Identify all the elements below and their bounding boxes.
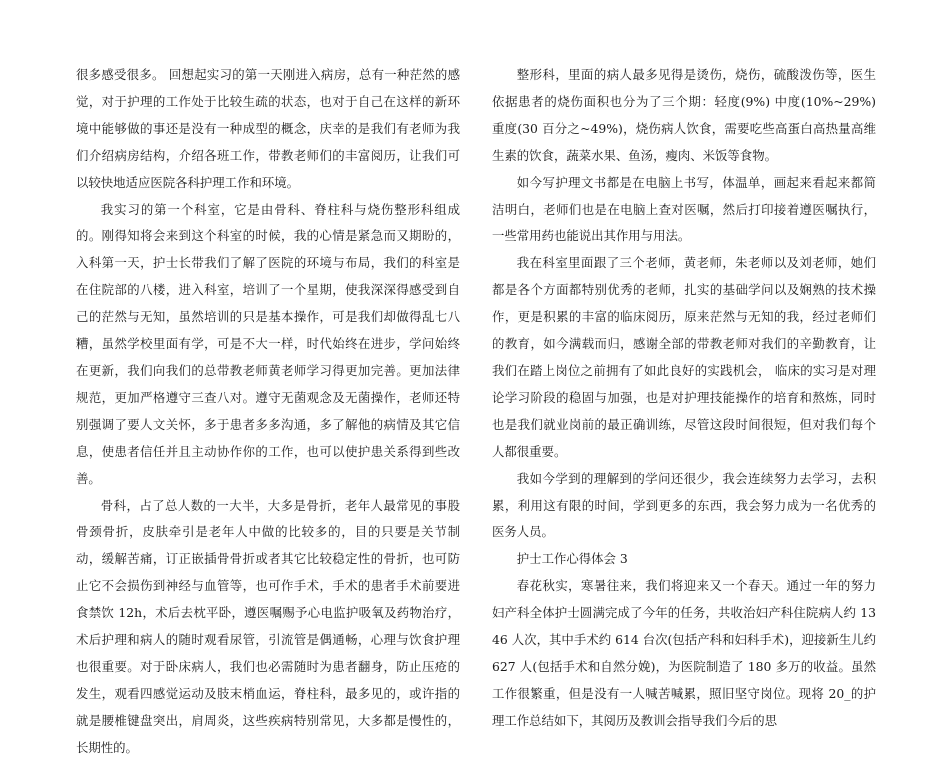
paragraph-2: 我实习的第一个科室，它是由骨科、脊柱科与烧伤整形科组成的。刚得知将会来到这个科室的时候，我的心情是紧急而又期盼的，入科第一天，护士长带我们了解了医院的环境与布局，我们的科室是在住院部的八楼，进入科室，培训了一个星期，使我深深得感受到自己的茫然与无知，虽然培训的只是基本操作，可是我们却做得乱七八糟，虽然学校里面有学，可是不大一样，时代始终在进步，学问始终在更新，我们向我们的总带教老师黄老师学习得更加完善。更加法律规范，更加严格遵守三查八对。遵守无菌观念及无菌操作，老师还特别强调了要人文关怀，多于患者多多沟通，多了解他的病情及其它信息，使患者信任并且主动协作你的工作，也可以使护患关系得到些改善。 bbox=[76, 201, 460, 486]
paragraph-5: 如今写护理文书都是在电脑上书写，体温单，画起来看起来都简洁明白，老师们也是在电脑上查对医嘱，然后打印接着遵医嘱执行，一些常用药也能说出其作用与用法。 bbox=[492, 174, 876, 244]
paragraph-8: 春花秋实，寒暑往来，我们将迎来又一个春天。通过一年的努力妇产科全体护士圆满完成了今年的任务，共收治妇产科住院病人约 1346 人次，其中手术约 614 台次(包括产科和妇科手术)，迎接新生儿约 627 人(包括手术和自然分娩)，为医院制造了 180 多万的收益。虽然工作很繁重，但是没有一人喊苦喊累，照旧坚守岗位。现将 20_的护理工作总结如下，其阅历及教训会指导我们今后的思 bbox=[492, 578, 876, 728]
paragraph-4: 整形科，里面的病人最多见得是烫伤，烧伤，硫酸泼伤等，医生依据患者的烧伤面积也分为了三个期：轻度(9%) 中度(10%~29%) 重度(30 百分之~49%)，烧伤病人饮食，需要吃些高蛋白高热量高维生素的饮食，蔬菜水果、鱼汤，瘦肉、米饭等食物。 bbox=[492, 67, 876, 163]
section-heading: 护士工作心得体会 3 bbox=[516, 551, 628, 567]
paragraph-7: 我如今学到的理解到的学问还很少，我会连续努力去学习，去积累，利用这有限的时间，学到更多的东西，我会努力成为一名优秀的医务人员。 bbox=[492, 470, 876, 540]
paragraph-6: 我在科室里面跟了三个老师，黄老师，朱老师以及刘老师，她们都是各个方面都特别优秀的老师，扎实的基础学问以及娴熟的技术操作，更是积累的丰富的临床阅历，原来茫然与无知的我，经过老师们的教育，如今满载而归，感谢全部的带教老师对我们的辛勤教育，让我们在踏上岗位之前拥有了如此良好的实践机会， 临床的实习是对理论学习阶段的稳固与加强，也是对护理技能操作的培育和熬炼，同时也是我们就业岗前的最正确训练，尽管这段时间很短，但对我们每个人都很重要。 bbox=[492, 255, 876, 459]
paragraph-1: 很多感受很多。 回想起实习的第一天刚进入病房，总有一种茫然的感觉，对于护理的工作处于比较生疏的状态，也对于自己在这样的新环境中能够做的事还是没有一种成型的概念，庆幸的是我们有老师为我们介绍病房结构，介绍各班工作，带教老师们的丰富阅历，让我们可以较快地适应医院各科护理工作和环境。 bbox=[76, 67, 460, 190]
left-column bbox=[76, 62, 460, 762]
paragraph-3: 骨科，占了总人数的一大半，大多是骨折，老年人最常见的事股骨颈骨折，皮肤牵引是老年人中做的比较多的，目的只要是关节制动，缓解苦痛，订正嵌插骨骨折或者其它比较稳定性的骨折，也可防止它不会损伤到神经与血管等，也可作手术，手术的患者手术前要进食禁饮 12h，术后去枕平卧，遵医嘱赐予心电监护吸氧及药物治疗，术后护理和病人的随时观看尿管，引流管是偶通畅，心理与饮食护理也很重要。对于卧床病人，我们也必需随时为患者翻身，防止压疮的发生，观看四感觉运动及肢末梢血运，脊柱科，最多见的，或许指的就是腰椎键盘突出，肩周炎，这些疾病特别常见，大多都是慢性的，长期性的。 bbox=[76, 497, 460, 755]
right-column bbox=[492, 62, 876, 735]
